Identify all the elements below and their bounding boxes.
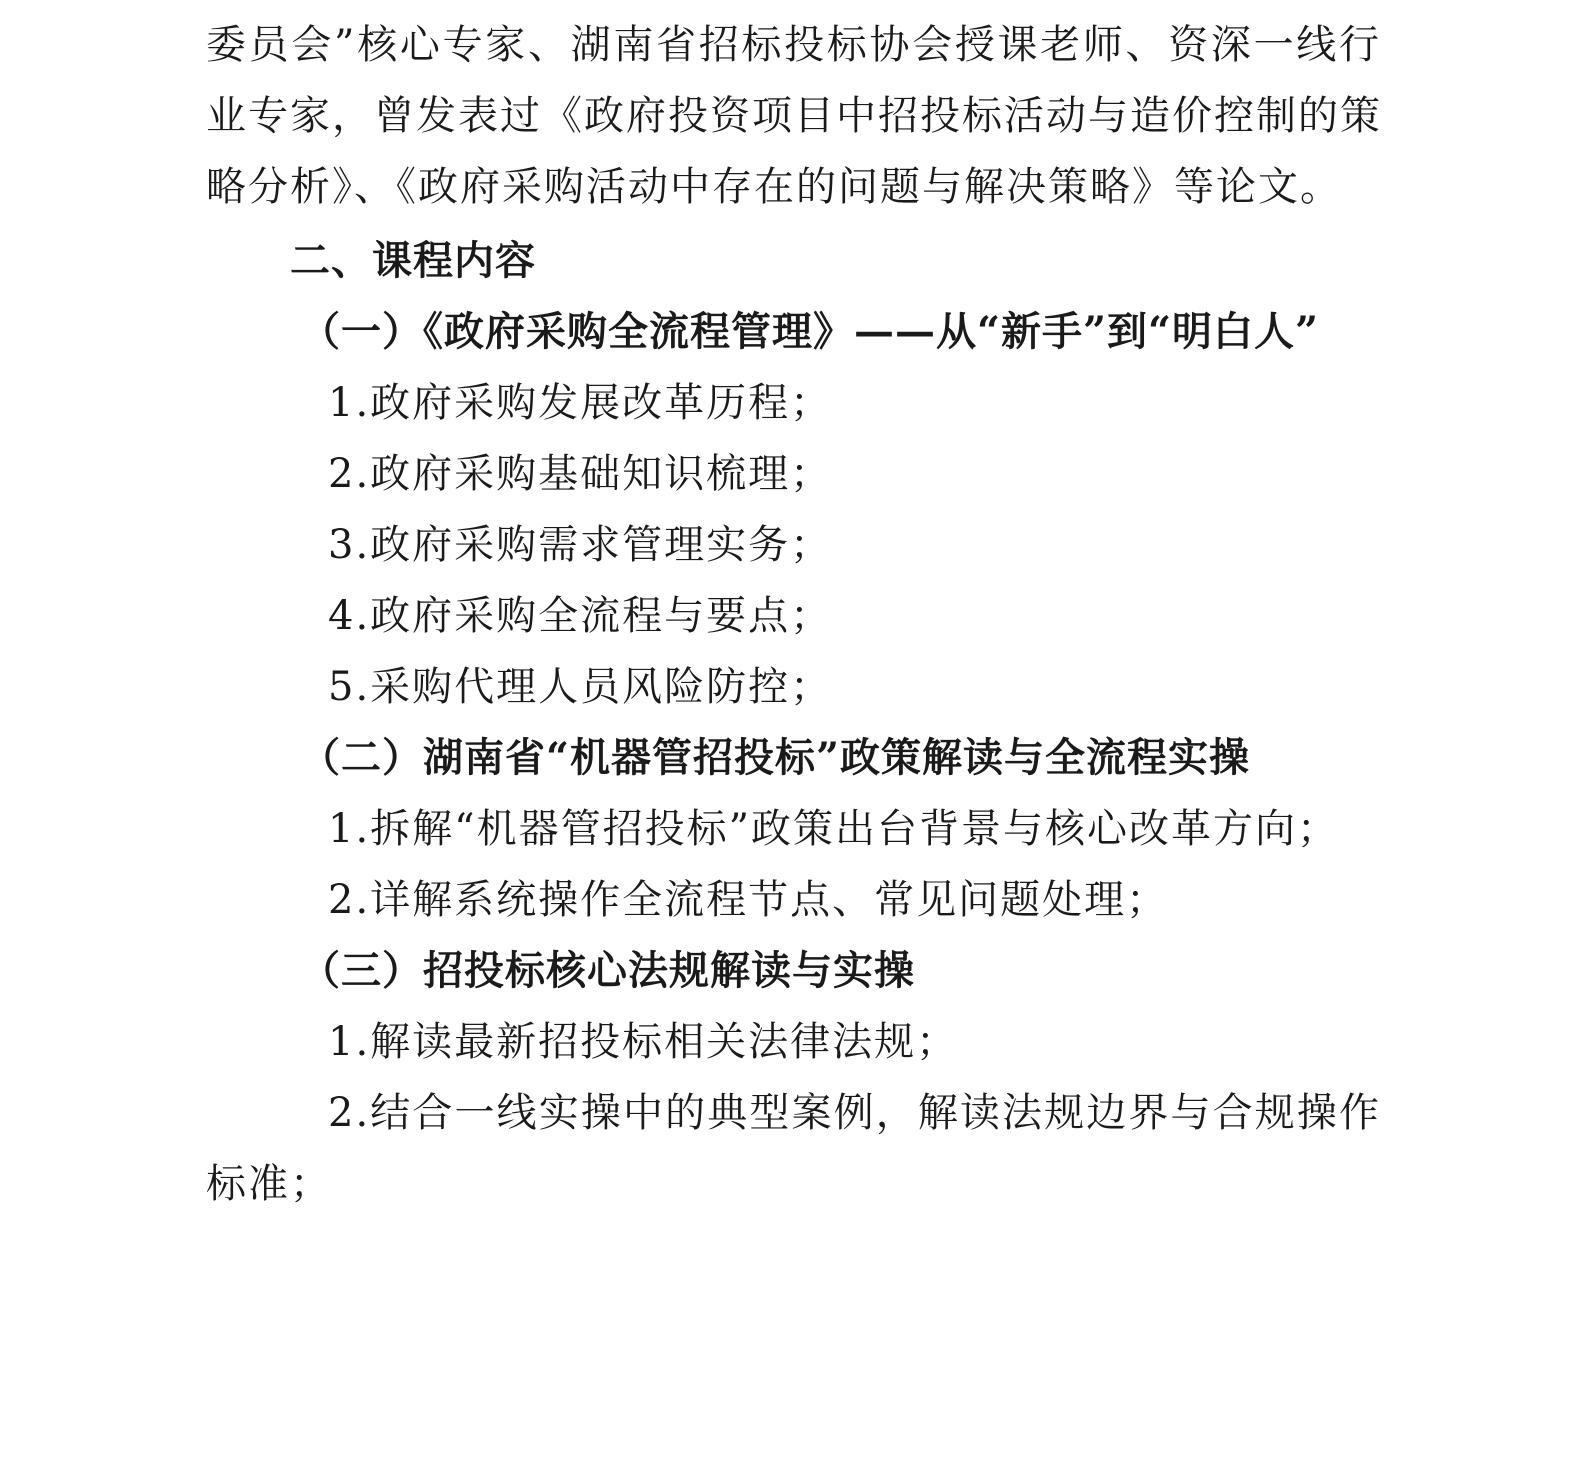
list-item: 1.解读最新招投标相关法律法规； <box>328 1019 959 1065</box>
list-item: 1.拆解“机器管招投标”政策出台背景与核心改革方向； <box>328 806 1340 852</box>
intro-line-2: 业专家，曾发表过《政府投资项目中招投标活动与造价控制的策 <box>206 93 1382 139</box>
list-item-continuation: 标准； <box>206 1161 332 1207</box>
intro-line-1: 委员会”核心专家、湖南省招标投标协会授课老师、资深一线行 <box>206 22 1381 68</box>
list-item: 3.政府采购需求管理实务； <box>328 522 833 568</box>
list-item: 2.政府采购基础知识梳理； <box>328 451 833 497</box>
list-item: 2.结合一线实操中的典型案例，解读法规边界与合规操作 <box>328 1090 1381 1136</box>
intro-line-3: 略分析》、《政府采购活动中存在的问题与解决策略》等论文。 <box>206 164 1342 210</box>
subsection-3-title: （三）招投标核心法规解读与实操 <box>300 947 915 994</box>
list-item: 5.采购代理人员风险防控； <box>328 664 833 710</box>
section-heading: 二、课程内容 <box>290 238 536 284</box>
subsection-2-title: （二）湖南省“机器管招投标”政策解读与全流程实操 <box>300 734 1251 781</box>
subsection-1-title: （一）《政府采购全流程管理》——从“新手”到“明白人” <box>300 308 1320 355</box>
list-item: 2.详解系统操作全流程节点、常见问题处理； <box>328 877 1169 923</box>
list-item: 1.政府采购发展改革历程； <box>328 380 833 426</box>
list-item: 4.政府采购全流程与要点； <box>328 593 833 639</box>
